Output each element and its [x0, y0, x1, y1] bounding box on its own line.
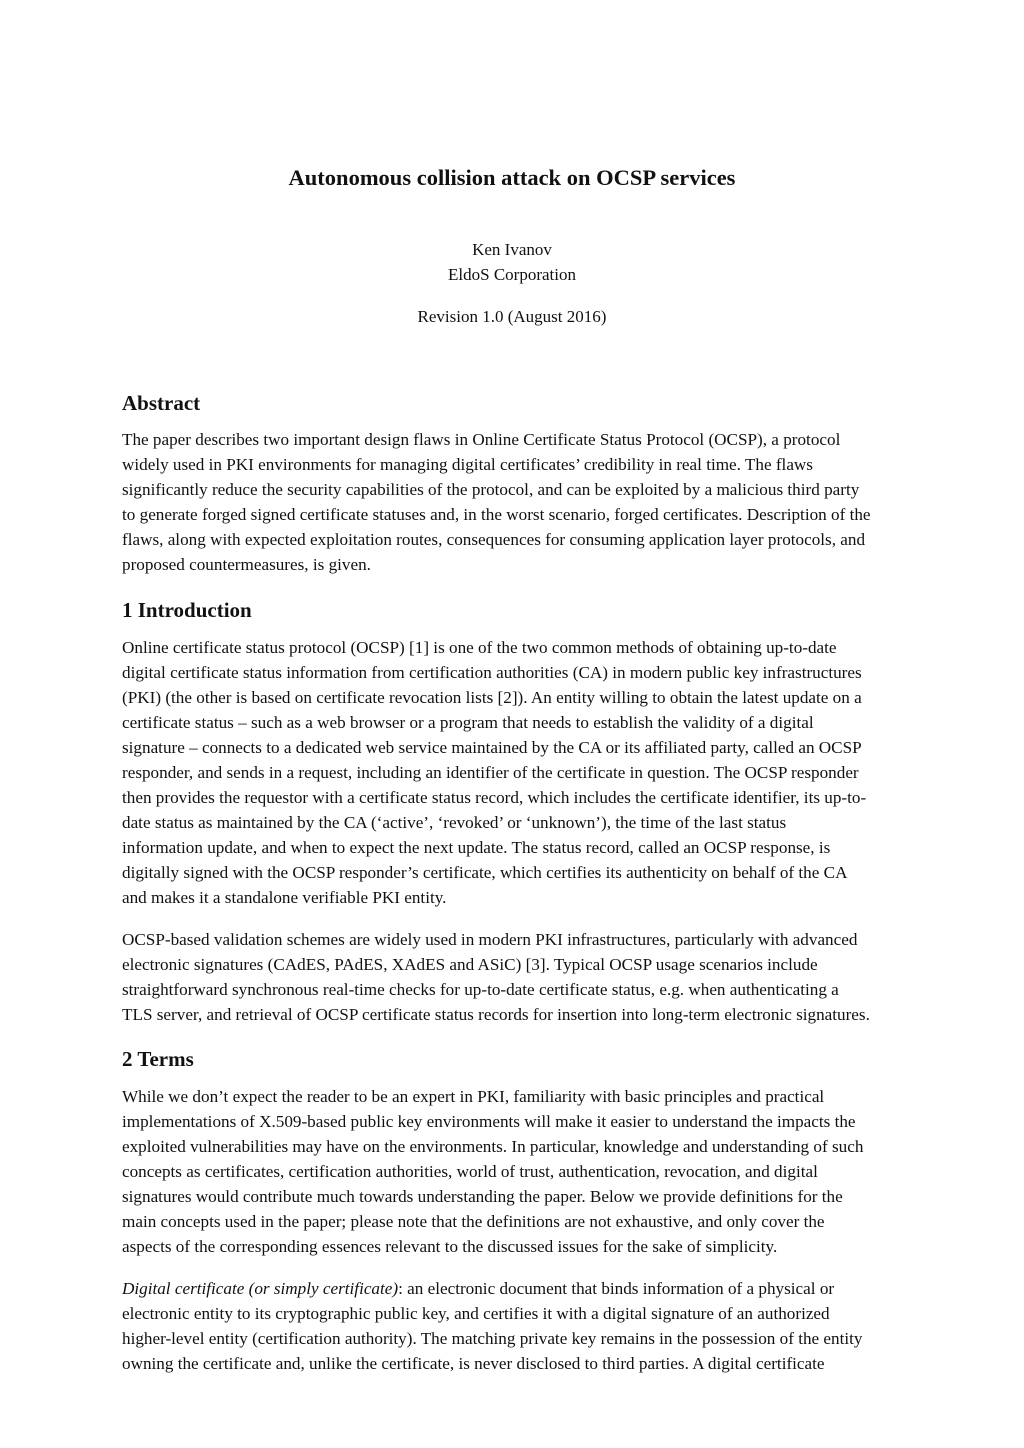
text-line: certificate status – such as a web browser or a program that needs to establish the validity of a digital [122, 713, 814, 732]
text-line: digitally signed with the OCSP responder’s certificate, which certifies its authenticity on behalf of the CA [122, 863, 848, 882]
text-line: concepts as certificates, certification authorities, world of trust, authentication, revocation, and digital [122, 1162, 818, 1181]
text-line: Online certificate status protocol (OCSP) [1] is one of the two common methods of obtaining up-to-date [122, 638, 837, 657]
introduction-heading: 1 Introduction [122, 598, 252, 622]
text-line: owning the certificate and, unlike the certificate, is never disclosed to third parties. A digital certificate [122, 1354, 825, 1373]
text-line: implementations of X.509-based public key environments will make it easier to understand the impacts the [122, 1112, 856, 1131]
definition-term: Digital certificate (or simply certificate) [122, 1279, 399, 1298]
text-line: and makes it a standalone verifiable PKI entity. [122, 888, 447, 907]
text-line: straightforward synchronous real-time checks for up-to-date certificate status, e.g. when authenticating a [122, 980, 839, 999]
text-line: proposed countermeasures, is given. [122, 555, 371, 574]
text-line: OCSP-based validation schemes are widely used in modern PKI infrastructures, particularly with advanced [122, 930, 858, 949]
text-line: higher-level entity (certification authority). The matching private key remains in the possession of the entity [122, 1329, 863, 1348]
text-line: significantly reduce the security capabilities of the protocol, and can be exploited by a malicious third party [122, 480, 860, 499]
text-line: flaws, along with expected exploitation routes, consequences for consuming application layer protocols, and [122, 530, 866, 549]
text-line: exploited vulnerabilities may have on the environments. In particular, knowledge and understanding of such [122, 1137, 864, 1156]
text-line: While we don’t expect the reader to be an expert in PKI, familiarity with basic principles and practical [122, 1087, 825, 1106]
abstract-paragraph [122, 427, 952, 577]
text-line: signature – connects to a dedicated web service maintained by the CA or its affiliated party, called an OCSP [122, 738, 862, 757]
revision-line: Revision 1.0 (August 2016) [417, 307, 607, 326]
introduction-paragraph-1 [122, 635, 952, 910]
introduction-paragraph-2 [122, 927, 952, 1027]
text-line: electronic signatures (CAdES, PAdES, XAdES and ASiC) [3]. Typical OCSP usage scenarios include [122, 955, 818, 974]
definition-first-line [122, 1276, 952, 1301]
abstract-heading: Abstract [122, 391, 201, 415]
paper-title: Autonomous collision attack on OCSP services [288, 165, 736, 190]
text-line: main concepts used in the paper; please note that the definitions are not exhaustive, and only cover the [122, 1212, 825, 1231]
definition-first-line-text: : an electronic document that binds information of a physical or [398, 1279, 835, 1298]
text-line: TLS server, and retrieval of OCSP certificate status records for insertion into long-term electronic signatures. [122, 1005, 870, 1024]
definition-paragraph [122, 1276, 952, 1376]
text-line: The paper describes two important design flaws in Online Certificate Status Protocol (OCSP), a protocol [122, 430, 841, 449]
text-line: signatures would contribute much towards understanding the paper. Below we provide definitions for the [122, 1187, 843, 1206]
text-line: to generate forged signed certificate statuses and, in the worst scenario, forged certificates. Description of the [122, 505, 871, 524]
terms-heading: 2 Terms [122, 1047, 194, 1071]
author-name: Ken Ivanov [472, 240, 552, 259]
text-line: digital certificate status information from certification authorities (CA) in modern public key infrastructures [122, 663, 862, 682]
text-line: date status as maintained by the CA (‘active’, ‘revoked’ or ‘unknown’), the time of the last status [122, 813, 787, 832]
author-affiliation: EldoS Corporation [448, 265, 576, 284]
text-line: information update, and when to expect the next update. The status record, called an OCSP response, is [122, 838, 831, 857]
text-line: widely used in PKI environments for managing digital certificates’ credibility in real time. The flaws [122, 455, 813, 474]
terms-paragraph-1 [122, 1084, 952, 1259]
text-line: electronic entity to its cryptographic public key, and certifies it with a digital signature of an authorized [122, 1304, 830, 1323]
text-line: aspects of the corresponding essences relevant to the discussed issues for the sake of simplicity. [122, 1237, 778, 1256]
text-line: responder, and sends in a request, including an identifier of the certificate in question. The OCSP responder [122, 763, 859, 782]
text-line: then provides the requestor with a certificate status record, which includes the certificate identifier, its up-to- [122, 788, 867, 807]
text-line: (PKI) (the other is based on certificate revocation lists [2]). An entity willing to obtain the latest update on a [122, 688, 862, 707]
